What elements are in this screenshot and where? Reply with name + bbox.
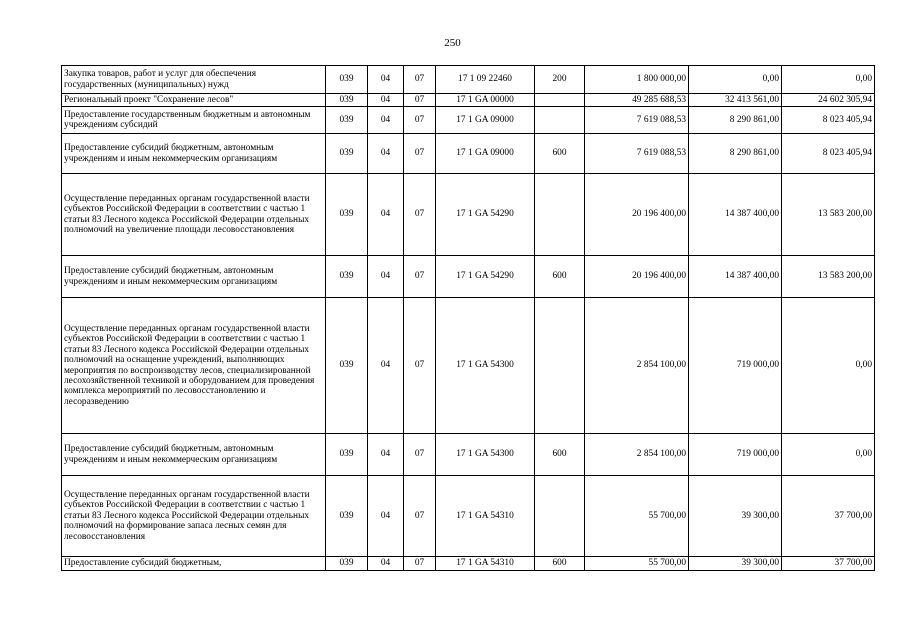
row-sum-2: 14 387 400,00 — [689, 174, 782, 256]
row-sum-2: 39 300,00 — [689, 476, 782, 557]
row-vr: 600 — [535, 256, 585, 298]
row-pr: 07 — [404, 434, 436, 476]
row-csr: 17 1 GA 54290 — [436, 256, 535, 298]
row-gr: 039 — [326, 66, 368, 94]
row-sum-3: 37 700,00 — [782, 557, 875, 571]
row-vr — [535, 174, 585, 256]
row-sum-1: 7 619 088,53 — [585, 134, 689, 174]
row-sum-1: 20 196 400,00 — [585, 256, 689, 298]
row-gr: 039 — [326, 134, 368, 174]
row-pr: 07 — [404, 174, 436, 256]
table-row — [62, 134, 875, 174]
table-row — [62, 256, 875, 298]
table-row — [62, 107, 875, 134]
row-gr: 039 — [326, 434, 368, 476]
row-name: Осуществление переданных органам государственной власти субъектов Российской Федерации в соответствии с частью 1 статьи 83 Лесного кодекса Российской Федерации отдельных полномочий на формирование запаса лесных семян для лесовосстановления — [62, 476, 326, 557]
row-gr: 039 — [326, 476, 368, 557]
row-csr: 17 1 GA 54310 — [436, 557, 535, 571]
row-vr: 600 — [535, 434, 585, 476]
row-csr: 17 1 GA 00000 — [436, 94, 535, 107]
row-sum-2: 32 413 561,00 — [689, 94, 782, 107]
row-name: Закупка товаров, работ и услуг для обеспечения государственных (муниципальных) нужд — [62, 66, 326, 94]
row-name: Региональный проект "Сохранение лесов" — [62, 94, 326, 107]
row-rz: 04 — [368, 94, 404, 107]
row-pr: 07 — [404, 298, 436, 434]
row-sum-1: 20 196 400,00 — [585, 174, 689, 256]
table-row — [62, 66, 875, 94]
row-sum-2: 719 000,00 — [689, 434, 782, 476]
row-name: Предоставление субсидий бюджетным, автономным учреждениям и иным некоммерческим организациям — [62, 256, 326, 298]
row-pr: 07 — [404, 134, 436, 174]
row-vr — [535, 476, 585, 557]
row-rz: 04 — [368, 134, 404, 174]
row-gr: 039 — [326, 256, 368, 298]
row-sum-1: 55 700,00 — [585, 476, 689, 557]
row-gr: 039 — [326, 94, 368, 107]
row-name: Осуществление переданных органам государственной власти субъектов Российской Федерации в соответствии с частью 1 статьи 83 Лесного кодекса Российской Федерации отдельных полномочий на увеличение площади лесовосстановления — [62, 174, 326, 256]
row-name: Осуществление переданных органам государственной власти субъектов Российской Федерации в соответствии с частью 1 статьи 83 Лесного кодекса Российской Федерации отдельных полномочий на оснащение учреждений, выполняющих мероприятия по воспроизводству лесов, специализированной лесохозяйственной техникой и оборудованием для проведения комплекса мероприятий по лесовосстановлению и лесоразведению — [62, 298, 326, 434]
row-sum-3: 13 583 200,00 — [782, 256, 875, 298]
row-sum-2: 14 387 400,00 — [689, 256, 782, 298]
row-csr: 17 1 GA 54310 — [436, 476, 535, 557]
row-name: Предоставление субсидий бюджетным, — [62, 557, 326, 571]
row-sum-3: 0,00 — [782, 298, 875, 434]
page-number: 250 — [444, 37, 461, 49]
row-name: Предоставление государственным бюджетным и автономным учреждениям субсидий — [62, 107, 326, 134]
row-vr: 200 — [535, 66, 585, 94]
row-sum-3: 0,00 — [782, 434, 875, 476]
row-gr: 039 — [326, 298, 368, 434]
row-sum-1: 1 800 000,00 — [585, 66, 689, 94]
row-pr: 07 — [404, 557, 436, 571]
row-sum-1: 55 700,00 — [585, 557, 689, 571]
row-sum-2: 719 000,00 — [689, 298, 782, 434]
row-csr: 17 1 GA 09000 — [436, 134, 535, 174]
row-sum-1: 2 854 100,00 — [585, 434, 689, 476]
row-sum-3: 8 023 405,94 — [782, 107, 875, 134]
row-vr — [535, 94, 585, 107]
row-name: Предоставление субсидий бюджетным, автономным учреждениям и иным некоммерческим организациям — [62, 134, 326, 174]
row-pr: 07 — [404, 476, 436, 557]
table-row — [62, 557, 875, 571]
table-row — [62, 298, 875, 434]
table-row — [62, 94, 875, 107]
row-sum-1: 2 854 100,00 — [585, 298, 689, 434]
row-sum-1: 49 285 688,53 — [585, 94, 689, 107]
table-row — [62, 434, 875, 476]
row-gr: 039 — [326, 557, 368, 571]
row-csr: 17 1 09 22460 — [436, 66, 535, 94]
table-row — [62, 476, 875, 557]
row-sum-2: 39 300,00 — [689, 557, 782, 571]
row-pr: 07 — [404, 256, 436, 298]
row-csr: 17 1 GA 54300 — [436, 434, 535, 476]
row-rz: 04 — [368, 298, 404, 434]
row-vr: 600 — [535, 134, 585, 174]
row-pr: 07 — [404, 107, 436, 134]
row-sum-1: 7 619 088,53 — [585, 107, 689, 134]
row-csr: 17 1 GA 54290 — [436, 174, 535, 256]
row-pr: 07 — [404, 94, 436, 107]
row-sum-2: 8 290 861,00 — [689, 107, 782, 134]
row-sum-3: 0,00 — [782, 66, 875, 94]
row-sum-3: 13 583 200,00 — [782, 174, 875, 256]
row-rz: 04 — [368, 557, 404, 571]
row-rz: 04 — [368, 476, 404, 557]
row-gr: 039 — [326, 174, 368, 256]
row-rz: 04 — [368, 66, 404, 94]
table-row — [62, 174, 875, 256]
row-sum-2: 0,00 — [689, 66, 782, 94]
row-sum-3: 24 602 305,94 — [782, 94, 875, 107]
row-sum-3: 37 700,00 — [782, 476, 875, 557]
row-sum-2: 8 290 861,00 — [689, 134, 782, 174]
budget-table — [61, 65, 875, 571]
row-rz: 04 — [368, 256, 404, 298]
row-csr: 17 1 GA 09000 — [436, 107, 535, 134]
row-pr: 07 — [404, 66, 436, 94]
row-csr: 17 1 GA 54300 — [436, 298, 535, 434]
row-vr — [535, 107, 585, 134]
row-sum-3: 8 023 405,94 — [782, 134, 875, 174]
row-name: Предоставление субсидий бюджетным, автономным учреждениям и иным некоммерческим организациям — [62, 434, 326, 476]
row-vr — [535, 298, 585, 434]
row-gr: 039 — [326, 107, 368, 134]
row-rz: 04 — [368, 107, 404, 134]
row-rz: 04 — [368, 434, 404, 476]
row-rz: 04 — [368, 174, 404, 256]
row-vr: 600 — [535, 557, 585, 571]
